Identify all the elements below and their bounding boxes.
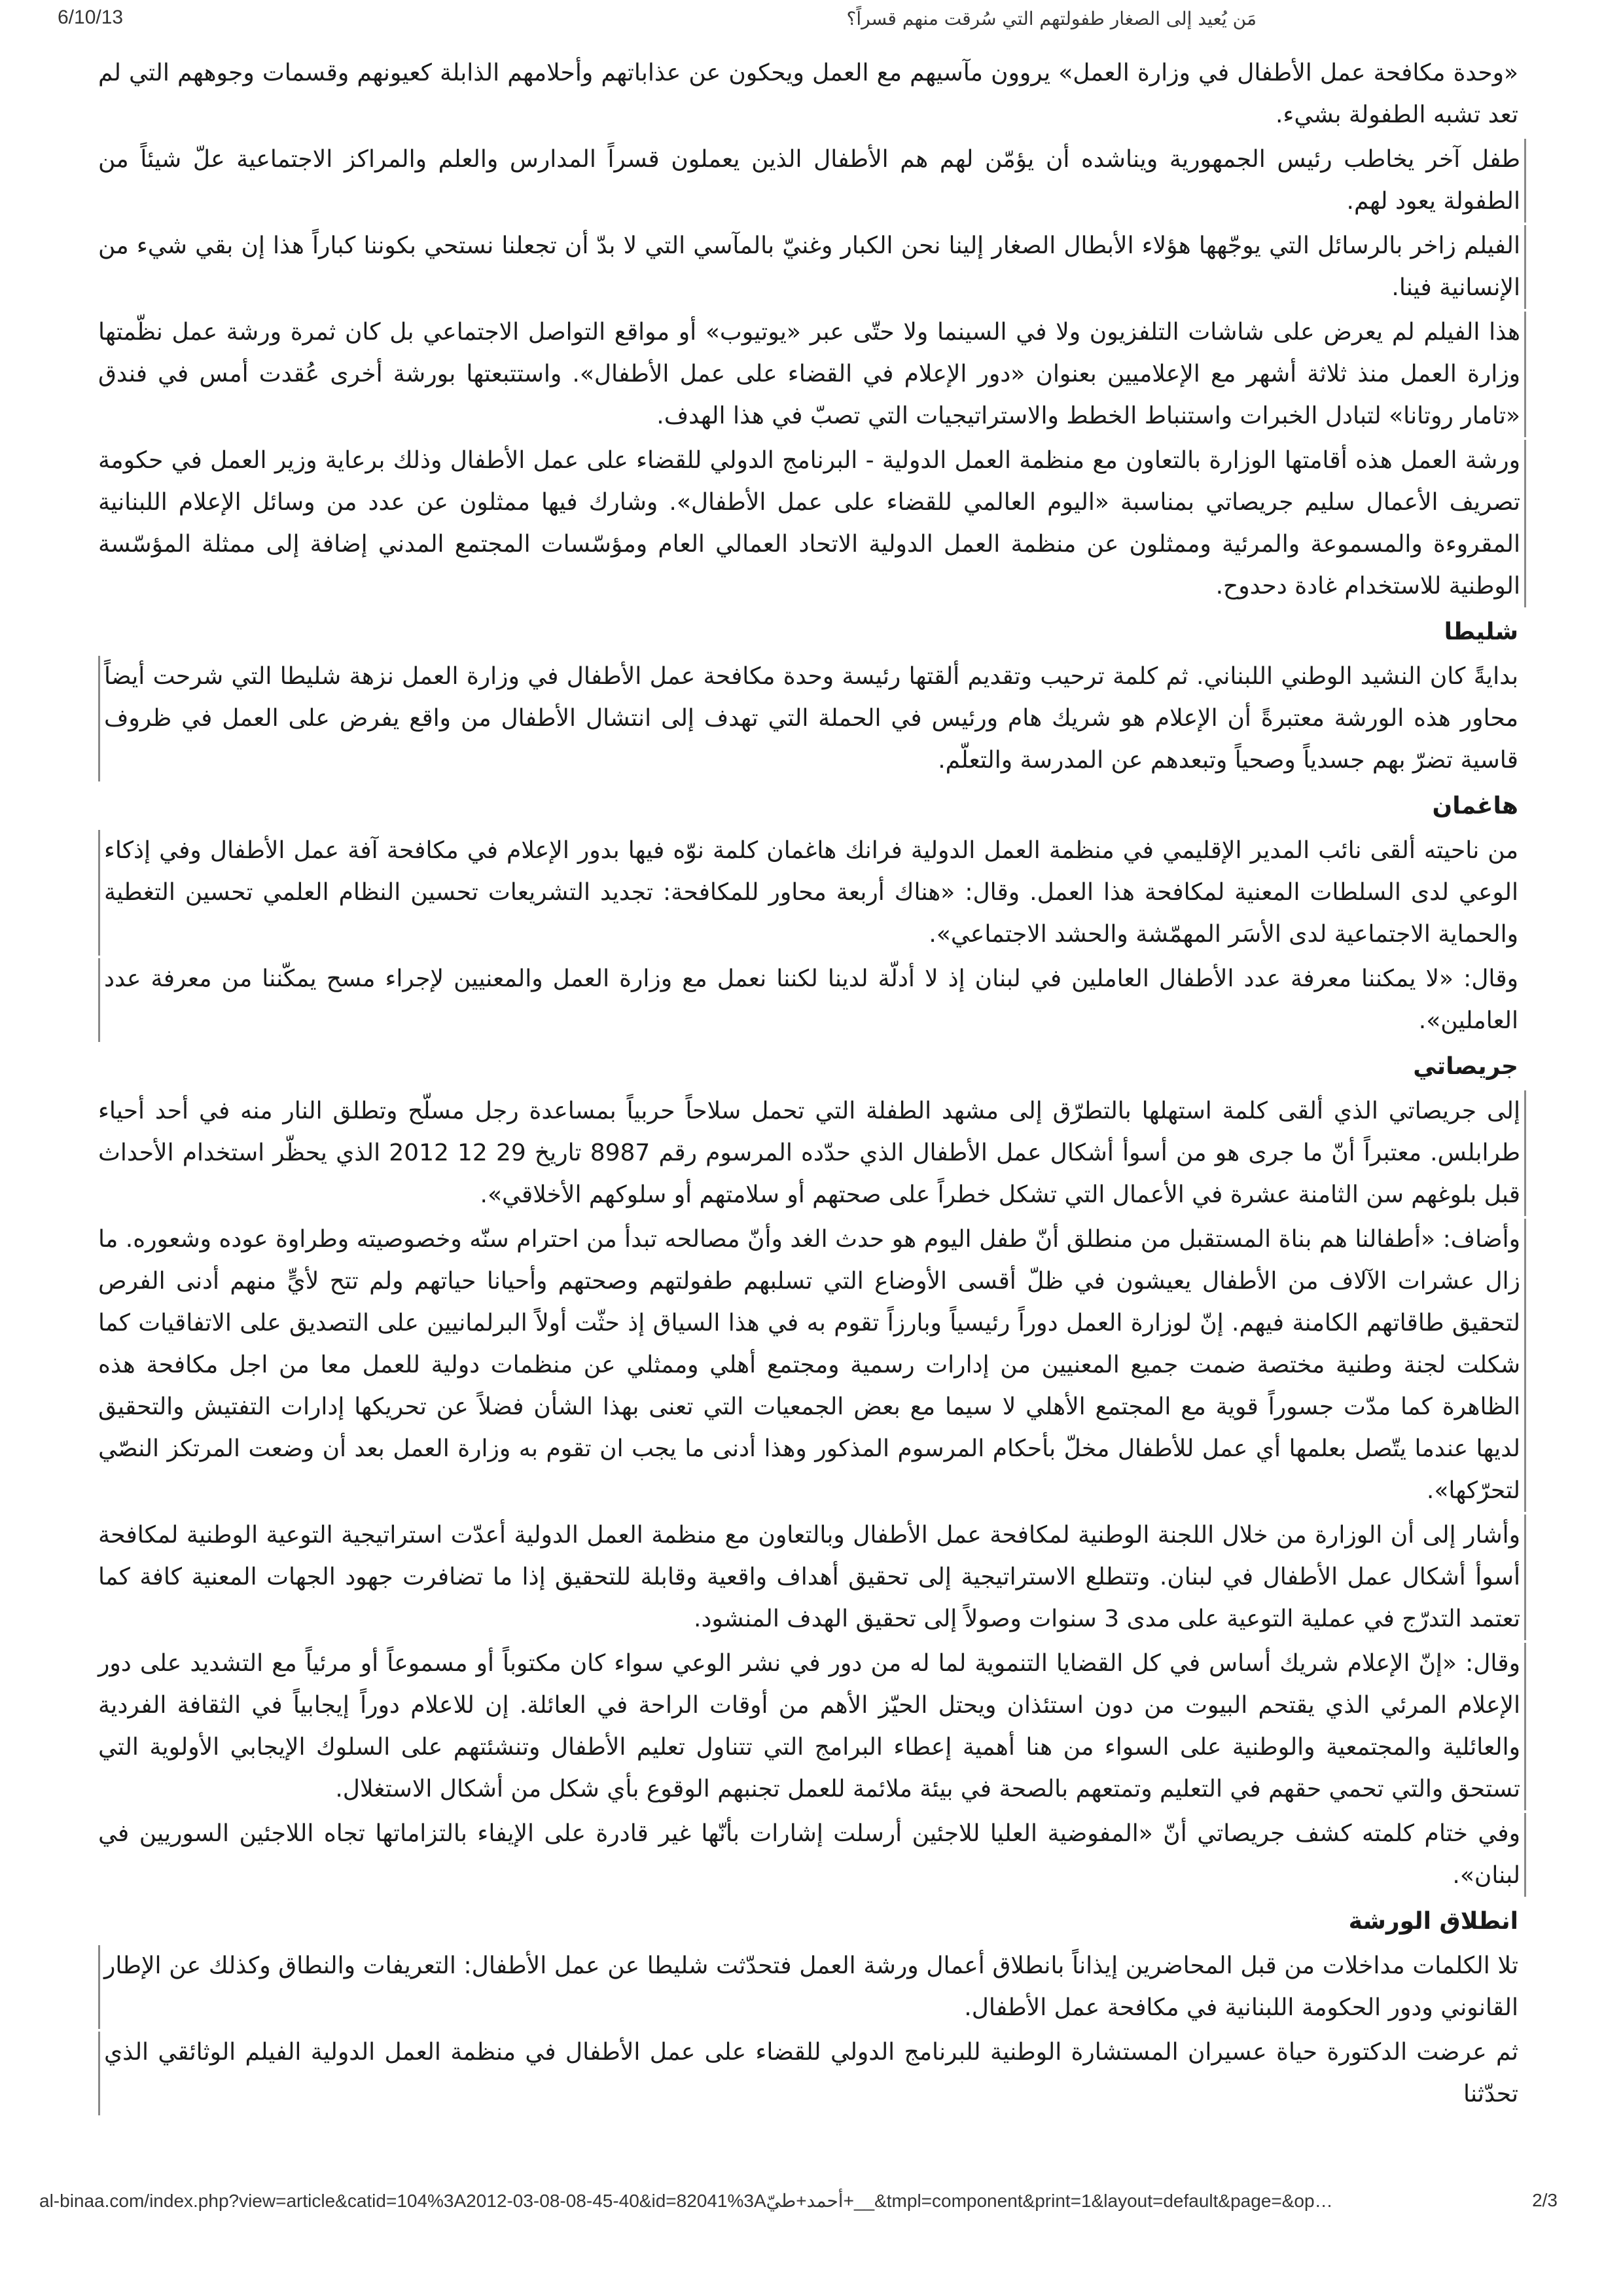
paragraph: ورشة العمل هذه أقامتها الوزارة بالتعاون مع منظمة العمل الدولية - البرنامج الدولي للقضاء على عمل الأطفال وذلك برعاية وزير العمل في حكومة تصريف الأعمال سليم جريصاتي بمناسبة «اليوم العالمي للقضاء على عمل الأطفال». وشارك فيها ممثلون عن عدد من وسائل الإعلام اللبنانية المقروءة والمسموعة والمرئية وممثلون عن منظمة العمل الدولية الاتحاد العمالي العام ومؤسّسات المجتمع المدني إضافة إلى ممثلة المؤسّسة الوطنية للاستخدام غادة دحدوح.	[98, 440, 1526, 607]
footer-url: al-binaa.com/index.php?view=article&catid=104%3A2012-03-08-08-45-40&id=82041%3Aأحمد+طيّ+__&tmpl=component&print=1&layout=default&page=&op…	[39, 2191, 1333, 2211]
paragraph: وقال: «لا يمكننا معرفة عدد الأطفال العاملين في لبنان إذ لا أدلّة لدينا لكننا نعمل مع وزارة العمل والمعنيين لإجراء مسح يمكّننا من معرفة عدد العاملين».	[98, 958, 1518, 1042]
paragraph: طفل آخر يخاطب رئيس الجمهورية ويناشده أن يؤمّن لهم هم الأطفال الذين يعملون قسراً المدارس والعلم والمراكز الاجتماعية علّ شيئاً من الطفولة يعود لهم.	[98, 139, 1526, 223]
article-body	[98, 52, 1518, 2118]
print-header-title: مَن يُعيد إلى الصغار طفولتهم التي سُرقت منهم قسراً؟	[846, 8, 1257, 29]
paragraph: وفي ختام كلمته كشف جريصاتي أنّ «المفوضية العليا للاجئين أرسلت إشارات بأنّها غير قادرة على الإيفاء بالتزاماتها تجاه اللاجئين السوريين في لبنان».	[98, 1813, 1526, 1897]
paragraph: هذا الفيلم لم يعرض على شاشات التلفزيون ولا في السينما ولا حتّى عبر «يوتيوب» أو مواقع التواصل الاجتماعي بل كان ثمرة ورشة عمل نظّمتها وزارة العمل منذ ثلاثة أشهر مع الإعلاميين بعنوان «دور الإعلام في القضاء على عمل الأطفال». واستتبعتها بورشة أخرى عُقدت أمس في فندق «تامار روتانا» لتبادل الخبرات واستنباط الخطط والاستراتيجيات التي تصبّ في هذا الهدف.	[98, 312, 1526, 437]
paragraph: إلى جريصاتي الذي ألقى كلمة استهلها بالتطرّق إلى مشهد الطفلة التي تحمل سلاحاً حربياً بمساعدة رجل مسلّح وتطلق النار منه في أحد أحياء طرابلس. معتبراً أنّ ما جرى هو من أسوأ أشكال عمل الأطفال الذي حدّده المرسوم رقم 8987 تاريخ 29 12 2012 الذي يحظّر استخدام الأحداث قبل بلوغهم سن الثامنة عشرة في الأعمال التي تشكل خطراً على صحتهم أو سلامتهم أو سلوكهم الأخلاقي».	[98, 1090, 1526, 1216]
section-heading: انطلاق الورشة	[1348, 1908, 1518, 1935]
paragraph: وأشار إلى أن الوزارة من خلال اللجنة الوطنية لمكافحة عمل الأطفال وبالتعاون مع منظمة العمل الدولية أعدّت استراتيجية التوعية الوطنية لمكافحة أسوأ أشكال عمل الأطفال في لبنان. وتتطلع الاستراتيجية إلى تحقيق أهداف واقعية وقابلة للتحقيق إذا ما تضافرت جهود الجهات المعنية كافة كما تعتمد التدرّج في عملية التوعية على مدى 3 سنوات وصولاً إلى تحقيق الهدف المنشود.	[98, 1515, 1526, 1640]
paragraph: من ناحيته ألقى نائب المدير الإقليمي في منظمة العمل الدولية فرانك هاغمان كلمة نوّه فيها بدور الإعلام في مكافحة آفة عمل الأطفال وفي إذكاء الوعي لدى السلطات المعنية لمكافحة هذا العمل. وقال: «هناك أربعة محاور للمكافحة: تجديد التشريعات تحسين النظام العلمي تحسين التغطية والحماية الاجتماعية لدى الأسَر المهمّشة والحشد الاجتماعي».	[98, 830, 1518, 956]
section-heading: هاغمان	[1432, 793, 1518, 819]
print-date: 6/10/13	[58, 7, 124, 28]
paragraph: الفيلم زاخر بالرسائل التي يوجّهها هؤلاء الأبطال الصغار إلينا نحن الكبار وغنيّ بالمآسي التي لا بدّ أن تجعلنا نستحي بكوننا كباراً هذا إن بقي شيء من الإنسانية فينا.	[98, 225, 1526, 309]
paragraph: تلا الكلمات مداخلات من قبل المحاضرين إيذاناً بانطلاق أعمال ورشة العمل فتحدّثت شليطا عن عمل الأطفال: التعريفات والنطاق وكذلك عن الإطار القانوني ودور الحكومة اللبنانية في مكافحة عمل الأطفال.	[98, 1945, 1518, 2029]
page-number: 2/3	[1532, 2190, 1558, 2210]
paragraph: وأضاف: «أطفالنا هم بناة المستقبل من منطلق أنّ طفل اليوم هو حدث الغد وأنّ مصالحه تبدأ من احترام سنّه وخصوصيته وطراوة عوده وشعوره. ما زال عشرات الآلاف من الأطفال يعيشون في ظلّ أقسى الأوضاع التي تسلبهم طفولتهم وصحتهم وأحيانا حياتهم ولم تتح لأيٍّ منهم أدنى الفرص لتحقيق طاقاتهم الكامنة فيهم. إنّ لوزارة العمل دوراً رئيسياً وبارزاً تقوم به في هذا السياق إذ حثّت أولاًً البرلمانيين على التصديق على الاتفاقيات كما شكلت لجنة وطنية مختصة ضمت جميع المعنيين من إدارات رسمية ومجتمع أهلي وممثلي عن منظمات دولية للعمل معا من اجل مكافحة هذه الظاهرة كما مدّت جسوراً قوية مع المجتمع الأهلي لا سيما مع بعض الجمعيات التي تعنى بهذا الشأن فضلاً عن تحريكها إدارات التفتيش والتحقيق لديها عندما يتّصل بعلمها أي عمل للأطفال مخلّ بأحكام المرسوم المذكور وهذا أدنى ما يجب ان تقوم به وزارة العمل بعد أن وضعت المرتكز النصّي لتحرّكها».	[98, 1219, 1526, 1512]
paragraph: بدايةً كان النشيد الوطني اللبناني. ثم كلمة ترحيب وتقديم ألقتها رئيسة وحدة مكافحة عمل الأطفال في وزارة العمل نزهة شليطا التي شرحت أيضاً محاور هذه الورشة معتبرةً أن الإعلام هو شريك هام ورئيس في الحملة التي تهدف إلى انتشال الأطفال من واقع يفرض على العمل في ظروف قاسية تضرّ بهم جسدياً وصحياً وتبعدهم عن المدرسة والتعلّم.	[98, 656, 1518, 781]
paragraph: «وحدة مكافحة عمل الأطفال في وزارة العمل» يروون مآسيهم مع العمل ويحكون عن عذاباتهم وأحلامهم الذابلة كعيونهم وقسمات وجوههم التي لم تعد تشبه الطفولة بشيء.	[98, 60, 1518, 128]
section-heading: شليطا	[1444, 619, 1518, 645]
section-heading: جريصاتي	[1413, 1053, 1518, 1080]
paragraph: وقال: «إنّ الإعلام شريك أساس في كل القضايا التنموية لما له من دور في نشر الوعي سواء كان مكتوباً أو مسموعاً أو مرئياً مع التشديد على دور الإعلام المرئي الذي يقتحم البيوت من دون استئذان ويحتل الحيّز الأهم من أوقات الراحة في العائلة. إن للاعلام دوراً إيجابياً في الثقافة الفردية والعائلية والمجتمعية والوطنية على السواء من هنا أهمية إعطاء البرامج التي تتناول تعليم الأطفال وتنشئتهم على السلوك الإيجابي الأولوية التي تستحق والتي تحمي حقهم في التعليم وتمتعهم بالصحة في بيئة ملائمة للعمل تجنبهم الوقوع بأي شكل من أشكال الاستغلال.	[98, 1643, 1526, 1810]
paragraph: ثم عرضت الدكتورة حياة عسيران المستشارة الوطنية للبرنامج الدولي للقضاء على عمل الأطفال في منظمة العمل الدولية الفيلم الوثائقي الذي تحدّثنا	[98, 2032, 1518, 2115]
